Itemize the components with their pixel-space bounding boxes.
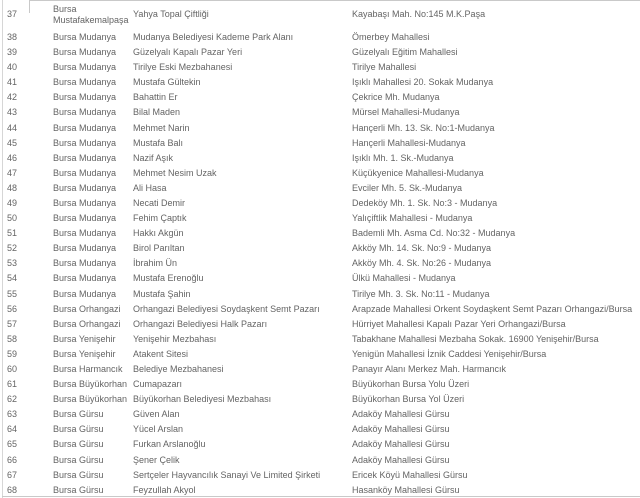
- table-row: [0, 317, 640, 332]
- cell-row-number: 52: [7, 243, 18, 254]
- cell-row-number: 60: [7, 364, 18, 374]
- table-row: [0, 226, 640, 241]
- cell-row-number: 47: [7, 167, 18, 178]
- cell-facility-name: Nazif Aşık: [133, 152, 174, 163]
- cell-address: Dedeköy Mh. 1. Sk. No:3 - Mudanya: [352, 197, 498, 208]
- cell-address: Mürsel Mahallesi-Mudanya: [352, 107, 460, 118]
- cell-row-number: 65: [7, 439, 18, 450]
- cell-address: Hasanköy Mahallesi Gürsu: [352, 484, 460, 495]
- table-row: [0, 196, 640, 211]
- cell-address: Adaköy Mahallesi Gürsu: [352, 454, 450, 465]
- table-row: [0, 422, 640, 437]
- cell-facility-name: Güzelyalı Kapalı Pazar Yeri: [133, 47, 243, 58]
- cell-row-number: 41: [7, 77, 18, 88]
- cell-row-number: 42: [7, 92, 18, 103]
- cell-facility-name: Yücel Arslan: [133, 424, 184, 435]
- cell-row-number: 59: [7, 348, 18, 359]
- table-row: [0, 468, 640, 483]
- table-row: [0, 407, 640, 422]
- table-row: [0, 286, 640, 301]
- cell-row-number: 66: [7, 454, 18, 465]
- cell-address: Büyükorhan Bursa Yolu Üzeri: [352, 379, 470, 390]
- cell-district: Bursa Mudanya: [53, 31, 117, 42]
- table-row: [0, 105, 640, 120]
- cell-facility-name: Sertçeler Hayvancılık Sanayi Ve Limited Şirketi: [133, 469, 321, 480]
- cell-address: Büyükorhan Bursa Yol Üzeri: [352, 394, 465, 405]
- cell-row-number: 51: [7, 228, 18, 239]
- cell-facility-name: Mustafa Balı: [133, 137, 184, 148]
- cell-district: Bursa Mudanya: [53, 62, 117, 73]
- cell-district: Bursa Gürsu: [53, 409, 104, 420]
- cell-address: Güzelyalı Eğitim Mahallesi: [352, 47, 458, 58]
- cell-district: Bursa Mudanya: [53, 213, 117, 224]
- table-row: [0, 377, 640, 392]
- cell-row-number: 48: [7, 182, 18, 193]
- table-row: [0, 75, 640, 90]
- cell-district: Bursa Mudanya: [53, 107, 117, 118]
- cell-address: Hançerli Mahallesi-Mudanya: [352, 137, 466, 148]
- cell-district: Bursa Gürsu: [53, 454, 104, 465]
- table-row: [0, 347, 640, 362]
- cell-row-number: 54: [7, 273, 18, 284]
- table-row: [0, 30, 640, 45]
- cell-district: Bursa Mudanya: [53, 228, 117, 239]
- cell-row-number: 49: [7, 197, 18, 208]
- cell-district: Bursa Büyükorhan: [53, 394, 128, 405]
- cell-address: Tirilye Mahallesi: [352, 62, 417, 73]
- cell-address: Panayır Alanı Merkez Mah. Harmancık: [352, 364, 507, 374]
- cell-row-number: 44: [7, 122, 18, 133]
- cell-address: Çekrice Mh. Mudanya: [352, 92, 440, 103]
- cell-row-number: 63: [7, 409, 18, 420]
- cell-row-number: 37: [7, 9, 18, 20]
- cell-row-number: 39: [7, 47, 18, 58]
- cell-address: Arapzade Mahallesi Orkent Soydaşkent Semt Pazarı Orhangazi/Bursa: [352, 303, 633, 314]
- cell-facility-name: Hakkı Akgün: [133, 228, 184, 239]
- table-row: [0, 120, 640, 135]
- cell-district: Bursa Gürsu: [53, 469, 104, 480]
- cell-district: Bursa Mudanya: [53, 152, 117, 163]
- cell-row-number: 40: [7, 62, 18, 73]
- cell-facility-name: İbrahim Ün: [133, 258, 178, 269]
- cell-district: Bursa Mudanya: [53, 258, 117, 269]
- cell-address: Akköy Mh. 4. Sk. No:26 - Mudanya: [352, 258, 492, 269]
- cell-facility-name: Yenişehir Mezbahası: [133, 333, 217, 344]
- cell-address: Yenigün Mahallesi İznik Caddesi Yenişehir/Bursa: [352, 348, 547, 359]
- cell-facility-name: Orhangazi Belediyesi Soydaşkent Semt Pazarı: [133, 303, 320, 314]
- cell-address: Işıklı Mahallesi 20. Sokak Mudanya: [352, 77, 494, 88]
- table-row: [0, 166, 640, 181]
- cell-address: Yalıçiftlik Mahallesi - Mudanya: [352, 213, 473, 224]
- cell-facility-name: Yahya Topal Çiftliği: [133, 9, 209, 20]
- cell-facility-name: Bahattin Er: [133, 92, 178, 103]
- cell-address: Tirilye Mh. 3. Sk. No:11 - Mudanya: [352, 288, 490, 299]
- cell-address: Evciler Mh. 5. Sk.-Mudanya: [352, 182, 463, 193]
- cell-row-number: 43: [7, 107, 18, 118]
- cell-facility-name: Birol Parıltan: [133, 243, 185, 254]
- cell-district: Bursa Mudanya: [53, 137, 117, 148]
- cell-address: Adaköy Mahallesi Gürsu: [352, 439, 450, 450]
- table-row: [0, 256, 640, 271]
- cell-district: Bursa Mudanya: [53, 273, 117, 284]
- cell-facility-name: Güven Alan: [133, 409, 180, 420]
- table-row: [0, 181, 640, 196]
- table-row: [0, 271, 640, 286]
- cell-facility-name: Fehim Çaptık: [133, 213, 187, 224]
- cell-district: Bursa Harmancık: [53, 364, 123, 374]
- cell-facility-name: Furkan Arslanoğlu: [133, 439, 206, 450]
- cell-facility-name: Orhangazi Belediyesi Halk Pazarı: [133, 318, 268, 329]
- cell-facility-name: Mehmet Narin: [133, 122, 190, 133]
- cell-district: Bursa Mudanya: [53, 47, 117, 58]
- cell-facility-name: Mustafa Şahin: [133, 288, 191, 299]
- cell-address: Akköy Mh. 14. Sk. No:9 - Mudanya: [352, 243, 492, 254]
- cell-row-number: 45: [7, 137, 18, 148]
- cell-row-number: 46: [7, 152, 18, 163]
- cell-facility-name: Tirilye Eski Mezbahanesi: [133, 62, 233, 73]
- cell-address: Adaköy Mahallesi Gürsu: [352, 409, 450, 420]
- table-row: [0, 211, 640, 226]
- cell-address: Ömerbey Mahallesi: [352, 31, 430, 42]
- table-row: [0, 0, 640, 30]
- cell-facility-name: Büyükorhan Belediyesi Mezbahası: [133, 394, 272, 405]
- cell-facility-name: Mudanya Belediyesi Kademe Park Alanı: [133, 31, 294, 42]
- cell-facility-name: Feyzullah Akyol: [133, 484, 196, 495]
- cell-district: Bursa Mudanya: [53, 77, 117, 88]
- cell-district: Bursa Orhangazi: [53, 318, 121, 329]
- table-row: [0, 362, 640, 377]
- cell-row-number: 62: [7, 394, 18, 405]
- cell-address: Kayabaşı Mah. No:145 M.K.Paşa: [352, 9, 486, 20]
- cell-address: Adaköy Mahallesi Gürsu: [352, 424, 450, 435]
- cell-address: Ericek Köyü Mahallesi Gürsu: [352, 469, 468, 480]
- cell-facility-name: Cumapazarı: [133, 379, 183, 390]
- cell-facility-name: Atakent Sitesi: [133, 348, 189, 359]
- cell-district: Bursa Mudanya: [53, 122, 117, 133]
- cell-address: Hançerli Mh. 13. Sk. No:1-Mudanya: [352, 122, 495, 133]
- cell-row-number: 67: [7, 469, 18, 480]
- cell-facility-name: Mustafa Gültekin: [133, 77, 201, 88]
- cell-address: Küçükyenice Mahallesi-Mudanya: [352, 167, 484, 178]
- cell-district: Bursa Mudanya: [53, 167, 117, 178]
- cell-district: Bursa Mudanya: [53, 288, 117, 299]
- cell-district: Bursa Mudanya: [53, 243, 117, 254]
- cell-district: Bursa Yenişehir: [53, 348, 116, 359]
- cell-district: Bursa Gürsu: [53, 424, 104, 435]
- cell-address: Işıklı Mh. 1. Sk.-Mudanya: [352, 152, 454, 163]
- cell-row-number: 50: [7, 213, 18, 224]
- cell-row-number: 64: [7, 424, 18, 435]
- cell-row-number: 61: [7, 379, 18, 390]
- cell-district: Bursa Gürsu: [53, 439, 104, 450]
- cell-facility-name: Necati Demir: [133, 197, 186, 208]
- table-row: [0, 453, 640, 468]
- cell-address: Ülkü Mahallesi - Mudanya: [352, 273, 456, 284]
- table-row: [0, 60, 640, 75]
- table-row: [0, 151, 640, 166]
- table-row: [0, 45, 640, 60]
- table-row: [0, 136, 640, 151]
- cell-address: Hürriyet Mahallesi Kapalı Pazar Yeri Orhangazi/Bursa: [352, 318, 566, 329]
- cell-facility-name: Bilal Maden: [133, 107, 181, 118]
- cell-facility-name: Belediye Mezbahanesi: [133, 364, 224, 374]
- table-row: [0, 392, 640, 407]
- cell-district: Bursa Büyükorhan: [53, 379, 128, 390]
- cell-district: Bursa Gürsu: [53, 484, 104, 495]
- cell-district: Bursa Mudanya: [53, 197, 117, 208]
- cell-row-number: 58: [7, 333, 18, 344]
- cell-district: Bursa Mustafakemalpaşa: [53, 3, 129, 25]
- cell-row-number: 38: [7, 31, 18, 42]
- cell-address: Bademli Mh. Asma Cd. No:32 - Mudanya: [352, 228, 516, 239]
- cell-row-number: 53: [7, 258, 18, 269]
- cell-address: Tabakhane Mahallesi Mezbaha Sokak. 16900 Yenişehir/Bursa: [352, 333, 599, 344]
- cell-row-number: 56: [7, 303, 18, 314]
- table-row: [0, 483, 640, 498]
- cell-facility-name: Şener Çelik: [133, 454, 180, 465]
- cell-district: Bursa Mudanya: [53, 182, 117, 193]
- cell-facility-name: Ali Hasa: [133, 182, 167, 193]
- cell-district: Bursa Mudanya: [53, 92, 117, 103]
- table-row: [0, 437, 640, 452]
- table-row: [0, 302, 640, 317]
- table-row: [0, 332, 640, 347]
- cell-row-number: 55: [7, 288, 18, 299]
- cell-facility-name: Mehmet Nesim Uzak: [133, 167, 217, 178]
- cell-row-number: 57: [7, 318, 18, 329]
- cell-row-number: 68: [7, 484, 18, 495]
- cell-district: Bursa Orhangazi: [53, 303, 121, 314]
- cell-facility-name: Mustafa Erenoğlu: [133, 273, 204, 284]
- cell-district: Bursa Yenişehir: [53, 333, 116, 344]
- table-row: [0, 241, 640, 256]
- table-row: [0, 90, 640, 105]
